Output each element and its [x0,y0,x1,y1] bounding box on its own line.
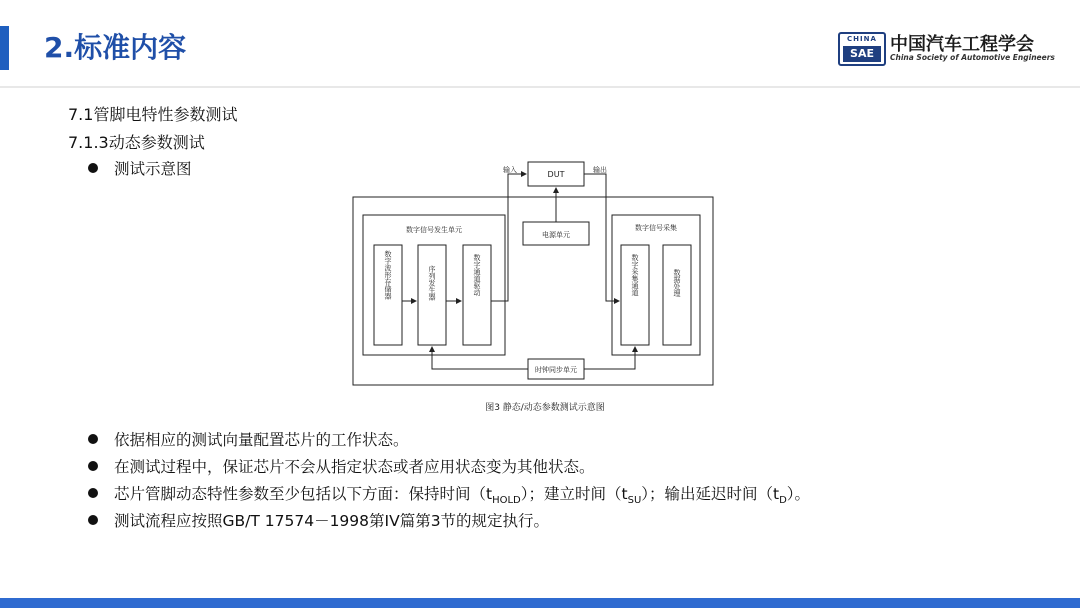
bullet-3-text-d: ）。 [786,485,811,503]
bullet-3-text-a: 芯片管脚动态特性参数至少包括以下方面：保持时间（t [114,485,493,503]
bullet-3-sub-su: SU [627,495,642,507]
section-heading-1: 7.1管脚电特性参数测试 [68,105,238,124]
section-heading-2: 7.1.3动态参数测试 [68,133,205,152]
bullet-3-text-c: ）；输出延迟时间（t [641,485,780,503]
bullet-2 [88,455,595,477]
dut-label: DUT [547,170,565,179]
logo-org-cn: 中国汽车工程学会 [890,34,1034,55]
gen-box-2-label: 序列发生器 [428,265,436,301]
title-accent-bar [0,26,9,70]
gen-group-label: 数字信号发生单元 [406,226,462,234]
gen-box-1-label: 数字波形存储器 [384,250,392,300]
bullet-dot [88,515,98,525]
bullet-3-sub-d: D [779,495,787,507]
logo-badge-main: SAE [843,46,881,62]
gen-box-3-label: 数字通道驱动 [473,254,481,296]
power-unit-label: 电源单元 [542,231,570,239]
input-signal-line [491,174,526,301]
header-divider [0,86,1080,88]
page-title: 2.标准内容 [44,31,187,64]
test-diagram [340,155,740,415]
bullet-2-text: 在测试过程中，保证芯片不会从指定状态或者应用状态变为其他状态。 [114,458,595,476]
bullet-4-text: 测试流程应按照GB/T 17574－1998第IV篇第3节的规定执行。 [114,512,550,530]
logo-badge [838,32,886,66]
diagram-caption: 图3 静态/动态参数测试示意图 [485,403,605,413]
bullet-diagram-intro [88,157,192,179]
bullet-3-sub-hold: HOLD [492,495,521,507]
clock-unit-label: 时钟同步单元 [535,366,577,374]
clock-to-acq-line [584,347,635,369]
input-label: 输入 [503,166,517,174]
acq-box-1-label: 数字采集通道 [631,254,639,296]
bullet-3 [88,482,810,506]
bullet-4 [88,509,549,531]
clock-to-gen-line [432,347,528,369]
logo-badge-top: CHINA [847,35,877,43]
bullet-1 [88,428,409,450]
acq-group-label: 数字信号采集 [635,224,677,232]
bullet-dot [88,163,98,173]
bullet-dot [88,434,98,444]
output-label: 输出 [593,166,607,174]
footer-bar [0,598,1080,608]
bullet-1-text: 依据相应的测试向量配置芯片的工作状态。 [114,431,409,449]
bullet-dot [88,461,98,471]
bullet-3-text-b: ）；建立时间（t [520,485,628,503]
acq-box-2-label: 数据处理 [673,269,681,297]
logo-org-en: China Society of Automotive Engineers [890,53,1055,62]
bullet-text: 测试示意图 [114,160,192,178]
bullet-dot [88,488,98,498]
